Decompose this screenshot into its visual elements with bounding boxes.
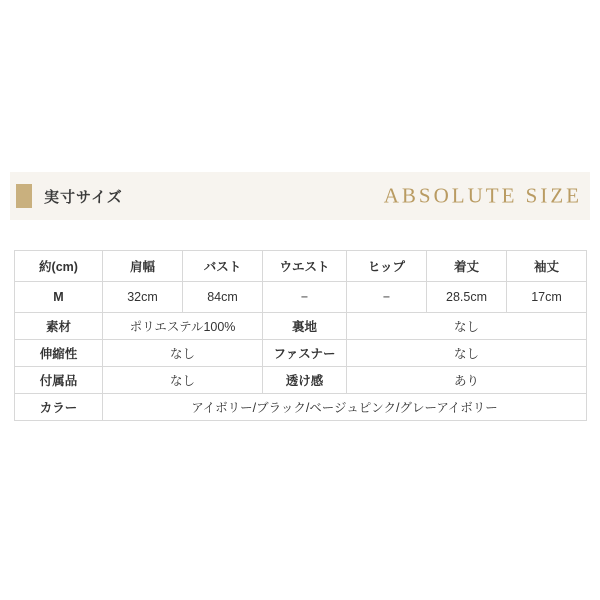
table-row xyxy=(15,367,587,394)
cell-shoulder: 32cm xyxy=(103,282,183,313)
cell-zipper-value: なし xyxy=(347,340,587,367)
table-row xyxy=(15,313,587,340)
row-label-color: カラー xyxy=(15,394,103,421)
row-label-lining: 裏地 xyxy=(263,313,347,340)
table-header-row xyxy=(15,251,587,282)
cell-color-value: アイボリー/ブラック/ベージュピンク/グレーアイボリー xyxy=(103,394,587,421)
table-row xyxy=(15,282,587,313)
row-label-stretch: 伸縮性 xyxy=(15,340,103,367)
row-label-sheerness: 透け感 xyxy=(263,367,347,394)
col-header-hip: ヒップ xyxy=(347,251,427,282)
gold-square-icon xyxy=(16,184,32,208)
section-title-en: ABSOLUTE SIZE xyxy=(383,183,582,208)
section-title-ja: 実寸サイズ xyxy=(44,188,123,206)
cell-sheerness-value: あり xyxy=(347,367,587,394)
col-header-waist: ウエスト xyxy=(263,251,347,282)
cell-lining-value: なし xyxy=(347,313,587,340)
cell-accessories-value: なし xyxy=(103,367,263,394)
cell-hip: − xyxy=(347,282,427,313)
col-header-unit: 約(cm) xyxy=(15,251,103,282)
cell-material-value: ポリエステル100% xyxy=(103,313,263,340)
row-label-zipper: ファスナー xyxy=(263,340,347,367)
table-row xyxy=(15,394,587,421)
cell-bust: 84cm xyxy=(183,282,263,313)
size-table-wrapper xyxy=(14,250,586,421)
row-label-size-m: M xyxy=(15,282,103,313)
table-row xyxy=(15,340,587,367)
cell-sleeve: 17cm xyxy=(507,282,587,313)
row-label-accessories: 付属品 xyxy=(15,367,103,394)
col-header-shoulder: 肩幅 xyxy=(103,251,183,282)
col-header-length: 着丈 xyxy=(427,251,507,282)
cell-length: 28.5cm xyxy=(427,282,507,313)
cell-stretch-value: なし xyxy=(103,340,263,367)
size-table xyxy=(14,250,587,421)
cell-waist: − xyxy=(263,282,347,313)
section-header xyxy=(10,172,590,220)
row-label-material: 素材 xyxy=(15,313,103,340)
col-header-bust: バスト xyxy=(183,251,263,282)
col-header-sleeve: 袖丈 xyxy=(507,251,587,282)
